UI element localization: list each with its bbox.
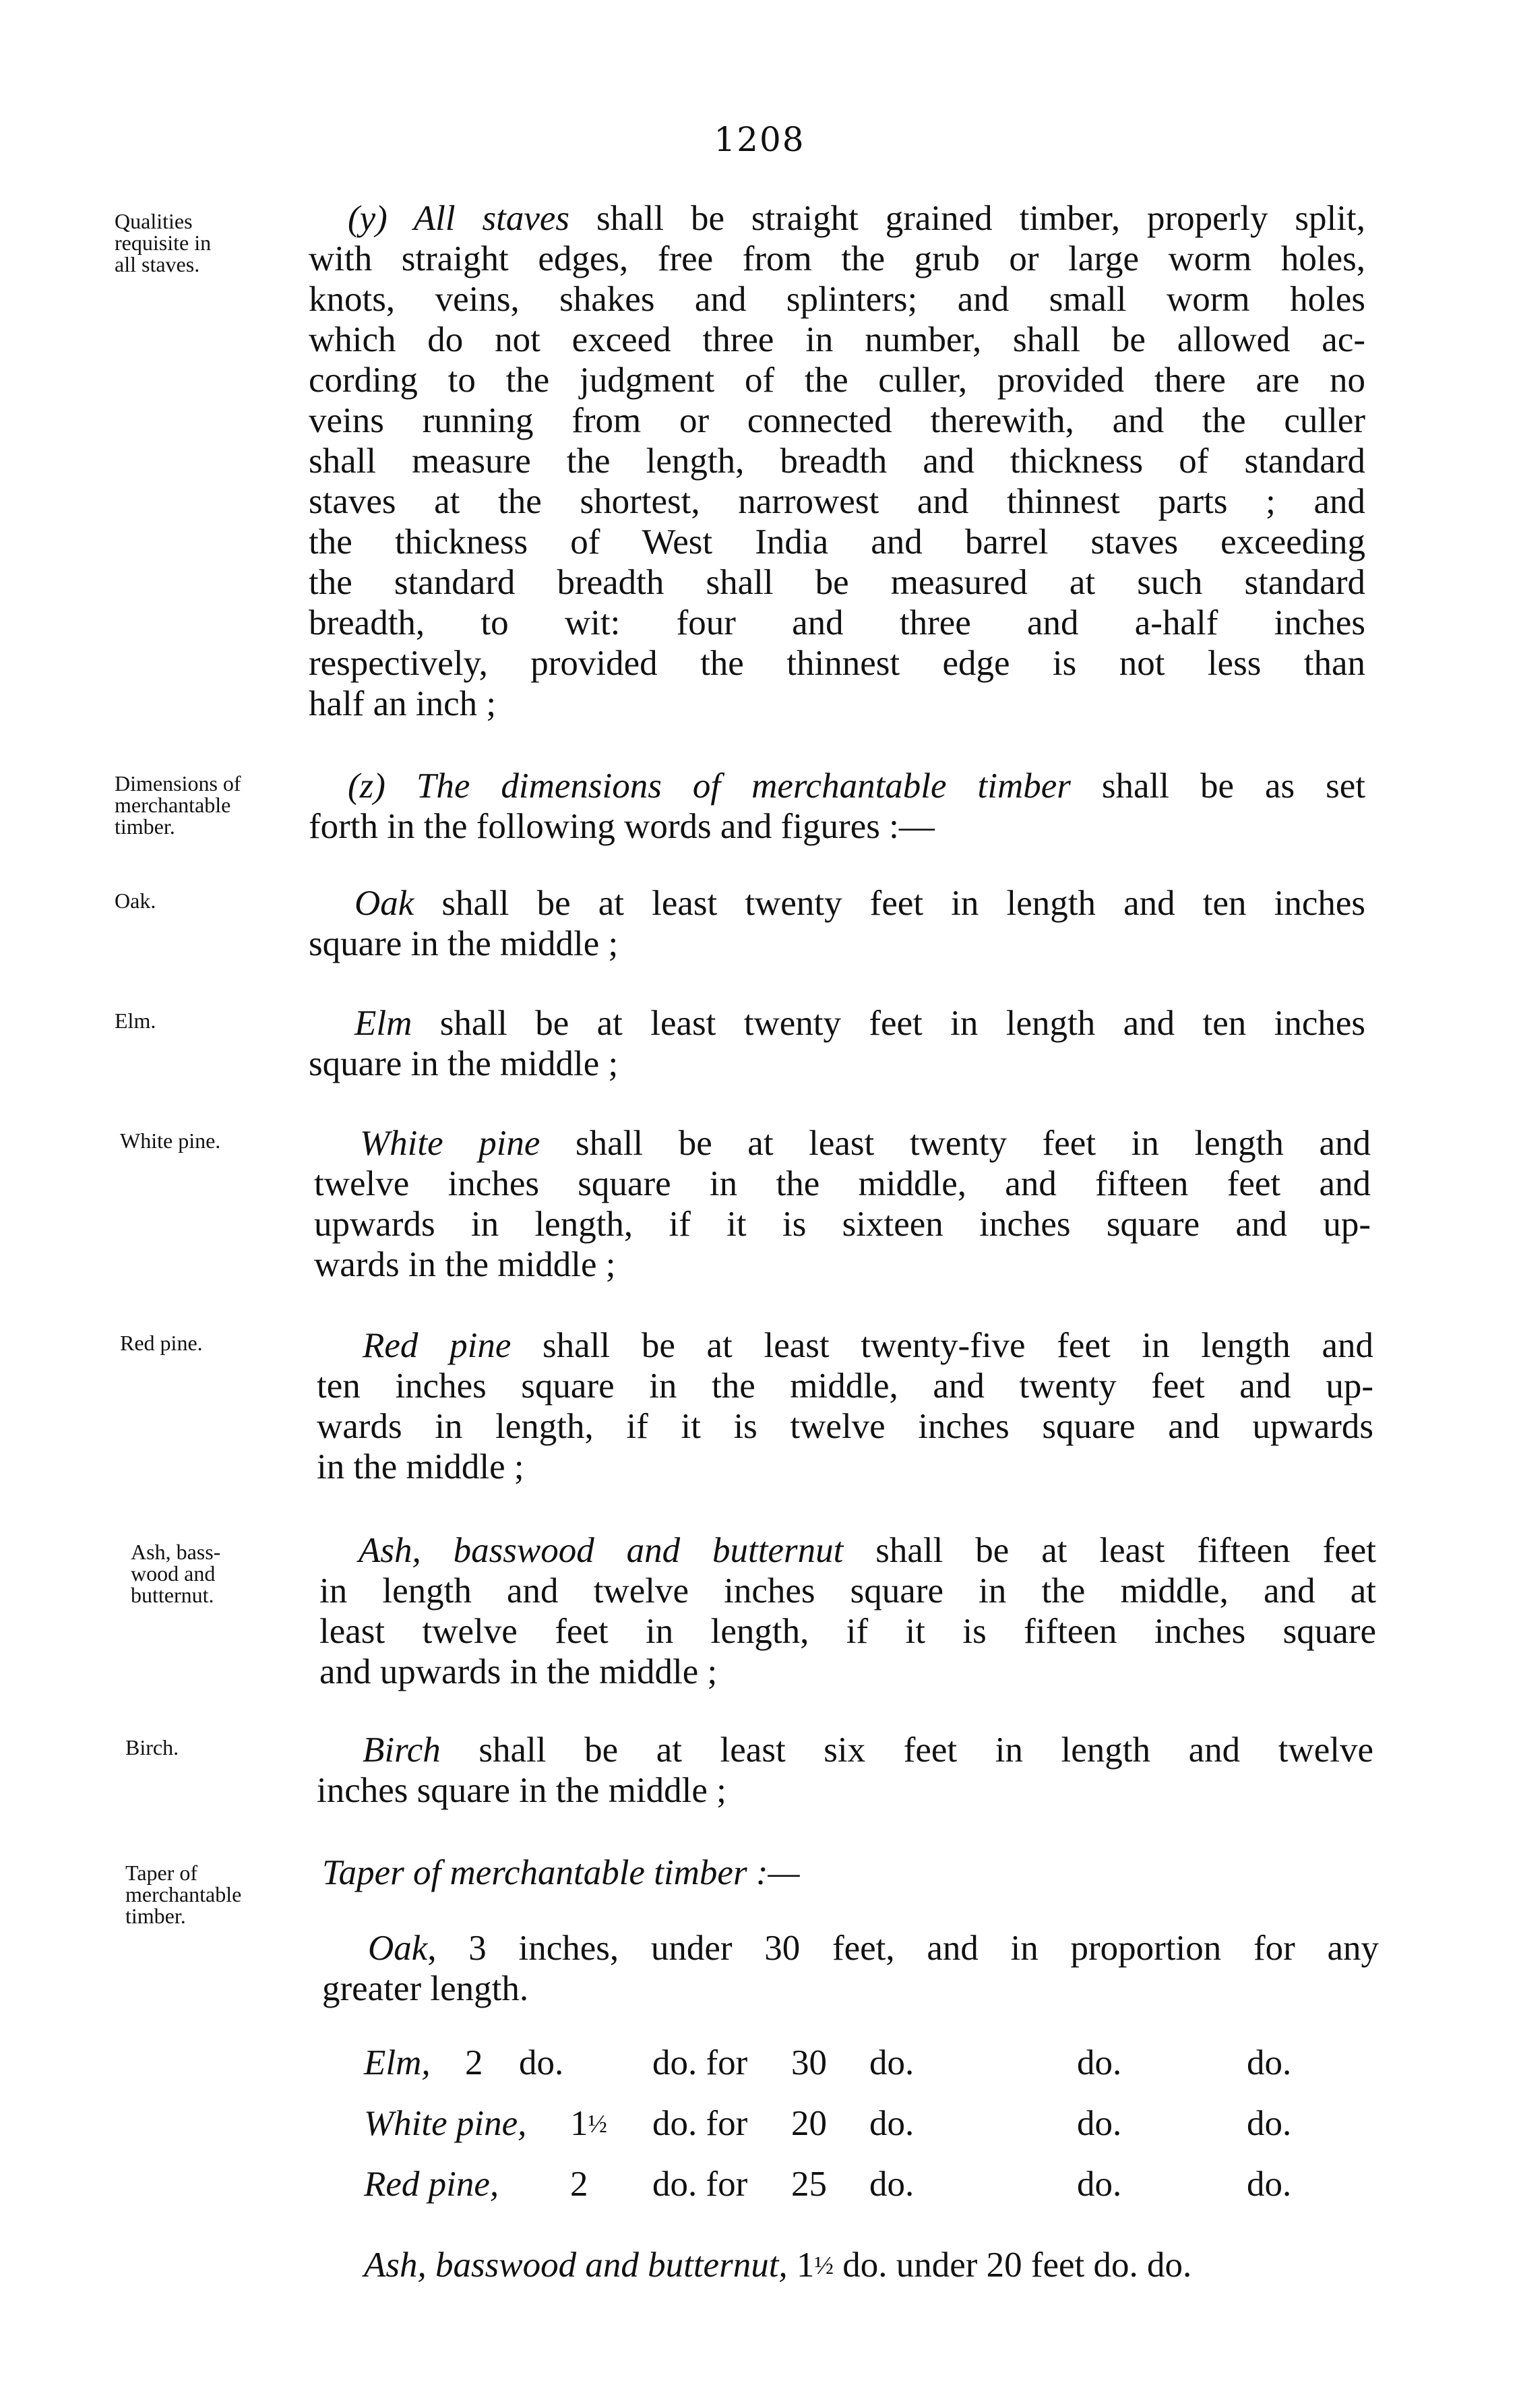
paragraph-line: and upwards in the middle ; [319,1652,718,1691]
taper-row [350,2164,1442,2204]
paragraph-line: the standard breadth shall be measured at such standard [309,563,1365,602]
paragraph-line [317,1730,1373,1770]
margin-note-line: Qualities [115,209,193,233]
taper-unit: do. [519,2043,564,2082]
margin-note-line: wood and [131,1561,216,1586]
page-number: 1208 [714,120,805,159]
taper-size: 2 [570,2165,588,2204]
taper-size [570,2103,607,2144]
margin-note-oak: Oak. [115,889,156,913]
margin-note-line: timber. [115,814,175,839]
paragraph-lead: Red pine [363,1326,512,1365]
margin-note-line: all staves. [115,252,200,276]
paragraph-line: knots, veins, shakes and splinters; and small worm holes [309,280,1365,319]
taper-size-whole: 1 [796,2246,815,2285]
margin-note-line: timber. [125,1904,186,1928]
paragraph-lead: Birch [363,1730,441,1770]
taper-do: do. [1247,2043,1292,2082]
margin-note-qualities [115,210,317,275]
taper-row [350,2103,1442,2144]
paragraph-line: square in the middle ; [309,1044,619,1083]
paragraph-text: , 3 inches, under 30 feet, and in proportion for any [427,1929,1379,1968]
paragraph-line: in the middle ; [317,1447,524,1486]
paragraph-line: greater length. [322,1969,529,2008]
paragraph-text: shall be at least twenty feet in length and ten inches [412,1004,1365,1043]
margin-note-red-pine: Red pine. [120,1331,203,1355]
paragraph-text: shall be at least twenty feet in length and [540,1124,1371,1163]
taper-length: 30 [791,2043,827,2082]
margin-note-line: requisite in [115,231,212,255]
paragraph-line: forth in the following words and figures :— [309,807,935,846]
paragraph-oak [309,883,1365,964]
paragraph-line: staves at the shortest, narrowest and thinnest parts ; and [309,482,1365,521]
paragraph-lead: Oak [368,1929,428,1968]
taper-do: do. [1247,2104,1292,2143]
margin-note-elm: Elm. [115,1009,156,1033]
taper-size-fraction: ½ [814,2252,834,2280]
margin-note-birch: Birch. [125,1735,179,1759]
paragraph-lead: White pine [360,1124,540,1163]
paragraph-z [309,766,1365,847]
taper-do: do. [1077,2165,1122,2204]
paragraph-line: respectively, provided the thinnest edge is not less than [309,644,1365,683]
paragraph-line: half an inch ; [309,684,497,723]
paragraph-line: twelve inches square in the middle, and fifteen feet and [314,1164,1371,1203]
paragraph-red-pine [317,1325,1373,1487]
paragraph-line: in length and twelve inches square in the middle, and at [319,1571,1376,1611]
taper-rule: do. for [652,2165,748,2204]
paragraph-line: wards in length, if it is twelve inches square and upwards [317,1407,1373,1446]
paragraph-line: least twelve feet in length, if it is fifteen inches square [319,1612,1376,1651]
taper-rest: do. under 20 feet do. do. [833,2246,1192,2285]
paragraph-line [314,1123,1371,1164]
paragraph-line: square in the middle ; [309,924,619,963]
margin-note-white-pine: White pine. [120,1128,221,1153]
taper-size-fraction: ½ [588,2110,607,2138]
taper-do: do. [869,2043,914,2082]
taper-row [350,2043,1442,2083]
taper-rule: do. for [652,2043,748,2082]
taper-do: do. [1247,2165,1292,2204]
paragraph-line: veins running from or connected therewith, and the culler [309,401,1365,440]
paragraph-text: shall be as set [1070,766,1365,806]
paragraph-lead: (y) All staves [348,199,570,238]
paragraph-line: upwards in length, if it is sixteen inches square and up- [314,1205,1371,1244]
paragraph-ash [319,1530,1376,1692]
paragraph-white-pine [314,1123,1371,1285]
margin-note-ash [131,1541,333,1606]
margin-note-line: merchantable [125,1882,242,1906]
paragraph-text: shall be at least twenty feet in length and ten inches [414,884,1365,923]
taper-do: do. [869,2165,914,2204]
paragraph-lead: Ash, basswood and butternut [359,1531,844,1570]
paragraph-text: shall be at least twenty-five feet in length and [511,1326,1373,1365]
margin-note-taper [125,1862,328,1927]
paragraph-line: shall measure the length, breadth and thickness of standard [309,442,1365,481]
paragraph-y [309,198,1365,724]
paragraph-line: breadth, to wit: four and three and a-half inches [309,603,1365,642]
paragraph-line [309,883,1365,924]
margin-note-line: merchantable [115,793,231,817]
margin-note-line: butternut. [131,1583,214,1607]
paragraph-line [309,1003,1365,1044]
paragraph-line: which do not exceed three in number, shall be allowed ac- [309,320,1365,359]
taper-species: White pine, [364,2104,527,2143]
taper-heading [322,1853,1379,1893]
paragraph-line: inches square in the middle ; [317,1771,726,1810]
taper-do: do. [1077,2043,1122,2082]
paragraph-line [309,198,1365,239]
paragraph-line: cording to the judgment of the culler, provided there are no [309,361,1365,400]
paragraph-text: shall be straight grained timber, properly split, [569,199,1365,238]
taper-do: do. [869,2104,914,2143]
taper-do: do. [1077,2104,1122,2143]
paragraph-line [319,1530,1376,1571]
paragraph-line: Taper of merchantable timber :— [322,1853,800,1892]
paragraph-line: the thickness of West India and barrel staves exceeding [309,522,1365,562]
paragraph-taper-oak [322,1928,1379,2009]
paragraph-line [322,1928,1379,1968]
taper-size-whole: 1 [570,2104,588,2143]
taper-ash-line [364,2245,1191,2285]
taper-species: Elm, [364,2043,431,2082]
margin-note-line: Dimensions of [115,771,241,795]
paragraph-lead: (z) The dimensions of merchantable timber [348,766,1071,806]
margin-note-dimensions [115,773,317,837]
margin-note-line: Taper of [125,1861,198,1885]
paragraph-text: shall be at least fifteen feet [843,1531,1376,1570]
paragraph-line: wards in the middle ; [314,1245,616,1284]
taper-species: Ash, basswood and butternut, [364,2246,788,2285]
paragraph-lead: Elm [354,1004,412,1043]
paragraph-line [317,1325,1373,1366]
taper-length: 20 [791,2104,827,2143]
paragraph-line: ten inches square in the middle, and twenty feet and up- [317,1366,1373,1406]
paragraph-line: with straight edges, free from the grub or large worm holes, [309,239,1365,278]
taper-size: 2 [465,2043,483,2082]
paragraph-lead: Oak [354,884,414,923]
taper-species: Red pine, [364,2165,499,2204]
taper-length: 25 [791,2165,827,2204]
paragraph-text: shall be at least six feet in length and twelve [440,1730,1373,1770]
paragraph-elm [309,1003,1365,1084]
taper-rule: do. for [652,2104,748,2143]
paragraph-line [309,766,1365,806]
margin-note-line: Ash, bass- [131,1540,221,1564]
paragraph-birch [317,1730,1373,1811]
